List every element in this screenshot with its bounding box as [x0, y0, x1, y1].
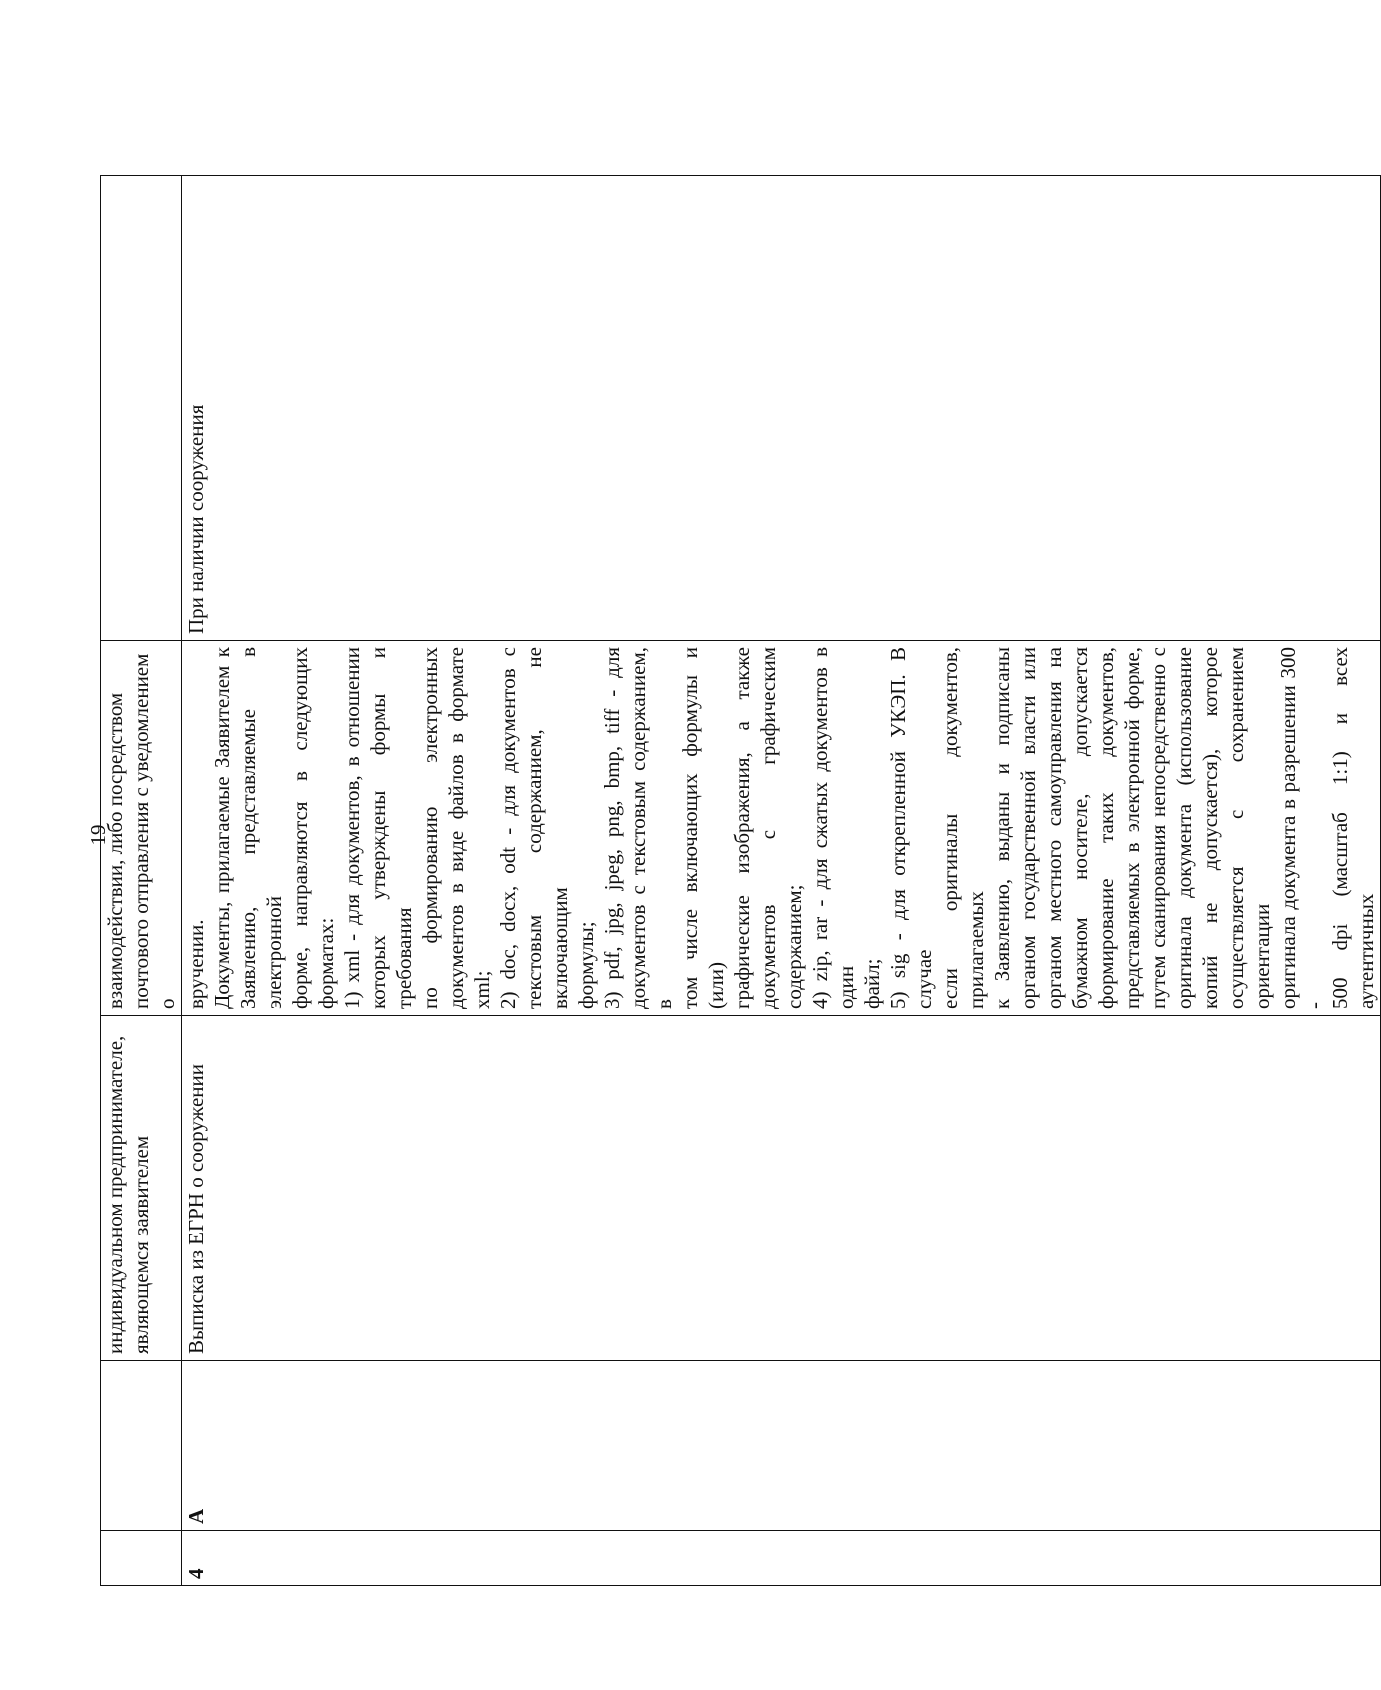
- format-line: документов с текстовым содержанием, в: [626, 647, 676, 1009]
- format-line: если оригиналы документов, прилагаемых: [938, 647, 988, 1009]
- format-line: по формированию электронных: [418, 647, 442, 1009]
- table-row: [182, 176, 1381, 1586]
- format-line: органом государственной власти или: [1016, 647, 1040, 1009]
- cell-condition-continuation: [101, 176, 182, 641]
- row-letter: А: [182, 1361, 1381, 1531]
- format-line: осуществляется с сохранением ориентации: [1224, 647, 1274, 1009]
- format-line: бумажном носителе, допускается: [1068, 647, 1092, 1009]
- format-line: документов с графическим содержанием;: [756, 647, 806, 1009]
- cell-number-continuation: [101, 1531, 182, 1586]
- cell-name-continuation: индивидуальном предпринимателе, являющемся заявителем: [101, 1016, 182, 1361]
- format-line: оригинала документа в разрешении 300 -: [1276, 647, 1326, 1009]
- format-line: 2) doc, docx, odt - для документов с: [496, 647, 520, 1009]
- format-line: копий не допускается), которое: [1198, 647, 1222, 1009]
- format-line: формулы;: [574, 921, 598, 1009]
- format-line: 500 dpi (масштаб 1:1) и всех аутентичных: [1328, 647, 1378, 1009]
- format-lines: [183, 647, 1379, 1009]
- table-row-continuation: [101, 176, 182, 1586]
- format-line: представляемых в электронной форме,: [1120, 647, 1144, 1009]
- page-number: 19: [86, 824, 110, 846]
- document-table: [100, 175, 1381, 1586]
- format-line: текстовым содержанием, не включающим: [522, 647, 572, 1009]
- format-line: документов в виде файлов в формате xml;: [444, 647, 494, 1009]
- format-line: 5) sig - для открепленной УКЭП. В случае: [886, 647, 936, 1009]
- submission-condition: При наличии сооружения: [182, 176, 1381, 641]
- format-line: органом местного самоуправления на: [1042, 647, 1066, 1009]
- format-line: Документы, прилагаемые Заявителем к: [210, 647, 234, 1009]
- format-line: том числе включающих формулы и (или): [678, 647, 728, 1009]
- format-line: 1) xml - для документов, в отношении: [340, 647, 364, 1009]
- format-line: 4) zip, rar - для сжатых документов в один: [808, 647, 858, 1009]
- document-name: Выписка из ЕГРН о сооружении: [182, 1016, 1381, 1361]
- format-line: форматах:: [314, 917, 338, 1009]
- format-line: оригинала документа (использование: [1172, 647, 1196, 1009]
- format-line: Заявлению, представляемые в электронной: [236, 647, 286, 1009]
- format-line: вручении.: [184, 919, 208, 1009]
- format-line: 3) pdf, jpg, jpeg, png, bmp, tiff - для: [600, 647, 624, 1009]
- format-line: которых утверждены формы и требования: [366, 647, 416, 1009]
- format-line: форме, направляются в следующих: [288, 647, 312, 1009]
- cell-format-continuation: взаимодействии, либо посредством почтового отправления с уведомлением о: [101, 641, 182, 1016]
- row-number: 4: [182, 1531, 1381, 1586]
- file-format-requirements: [182, 641, 1381, 1016]
- format-line: формирование таких документов,: [1094, 647, 1118, 1009]
- rotated-page-content: [100, 176, 1378, 1586]
- format-line: путем сканирования непосредственно с: [1146, 647, 1170, 1009]
- format-line: графические изображения, а также: [730, 647, 754, 1009]
- format-line: к Заявлению, выданы и подписаны: [990, 647, 1014, 1009]
- cell-letter-continuation: [101, 1361, 182, 1531]
- format-line: файл;: [860, 958, 884, 1009]
